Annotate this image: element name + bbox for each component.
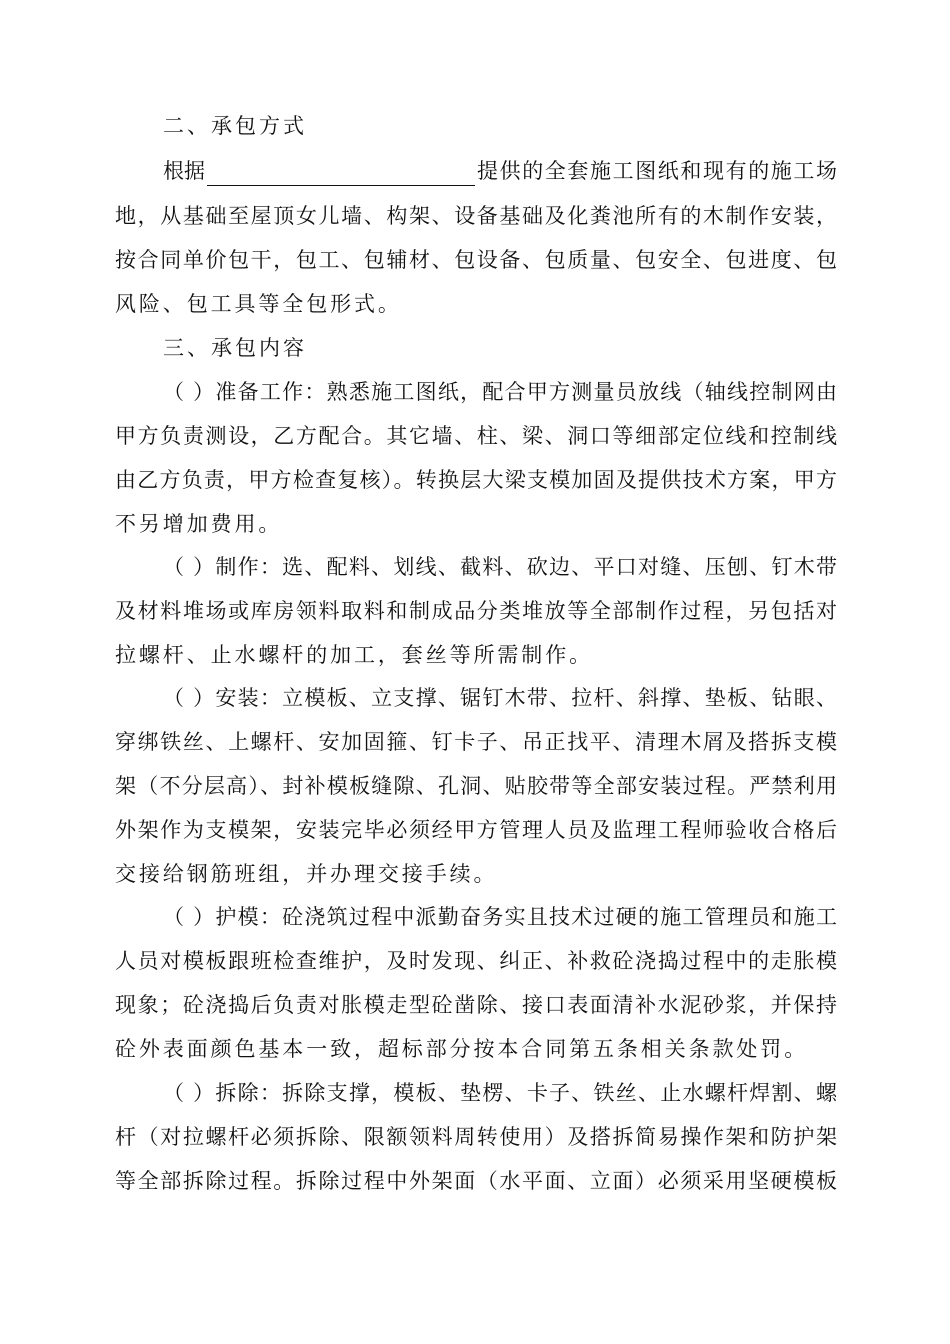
- paragraph-line: 架（不分层高）、封补模板缝隙、孔洞、贴胶带等全部安装过程。严禁利用: [115, 774, 837, 798]
- paragraph-line: 甲方负责测设，乙方配合。其它墙、柱、梁、洞口等细部定位线和控制线: [115, 424, 837, 448]
- paragraph-line: 砼外表面颜色基本一致，超标部分按本合同第五条相关条款处罚。: [115, 1037, 809, 1061]
- section-heading-contract-content: 三、承包内容: [163, 336, 307, 360]
- section-heading-contract-method: 二、承包方式: [163, 114, 307, 138]
- paragraph-line: 不另增加费用。: [115, 512, 283, 536]
- paragraph-line: （ ）护模：砼浇筑过程中派勤奋务实且技术过硬的施工管理员和施工: [163, 905, 837, 929]
- paragraph-line: 风险、包工具等全包形式。: [115, 292, 402, 316]
- paragraph-line: 按合同单价包干，包工、包辅材、包设备、包质量、包安全、包进度、包: [115, 248, 837, 272]
- paragraph-line: （ ）准备工作：熟悉施工图纸，配合甲方测量员放线（轴线控制网由: [163, 380, 837, 404]
- paragraph-text: 根据: [163, 159, 205, 183]
- paragraph-line: （ ）安装：立模板、立支撑、锯钉木带、拉杆、斜撑、垫板、钻眼、: [163, 686, 837, 710]
- paragraph-text: 提供的全套施工图纸和现有的施工场: [477, 159, 837, 183]
- paragraph-line: 拉螺杆、止水螺杆的加工，套丝等所需制作。: [115, 643, 593, 667]
- fill-in-blank[interactable]: [207, 163, 475, 186]
- paragraph-line: [163, 156, 837, 186]
- paragraph-line: 等全部拆除过程。拆除过程中外架面（水平面、立面）必须采用坚硬模板: [115, 1169, 837, 1193]
- paragraph-line: 杆（对拉螺杆必须拆除、限额领料周转使用）及搭拆简易操作架和防护架: [115, 1125, 837, 1149]
- paragraph-line: （ ）制作：选、配料、划线、截料、砍边、平口对缝、压刨、钉木带: [163, 555, 837, 579]
- paragraph-line: 由乙方负责，甲方检查复核）。转换层大梁支模加固及提供技术方案，甲方: [115, 468, 837, 492]
- paragraph-line: 交接给钢筋班组，并办理交接手续。: [115, 862, 498, 886]
- paragraph-line: 地，从基础至屋顶女儿墙、构架、设备基础及化粪池所有的木制作安装，: [115, 204, 837, 228]
- paragraph-line: 及材料堆场或库房领料取料和制成品分类堆放等全部制作过程，另包括对: [115, 599, 837, 623]
- paragraph-line: 外架作为支模架，安装完毕必须经甲方管理人员及监理工程师验收合格后: [115, 818, 837, 842]
- paragraph-line: 现象；砼浇捣后负责对胀模走型砼凿除、接口表面清补水泥砂浆，并保持: [115, 993, 837, 1017]
- paragraph-line: 穿绑铁丝、上螺杆、安加固箍、钉卡子、吊正找平、清理木屑及搭拆支模: [115, 730, 837, 754]
- paragraph-line: 人员对模板跟班检查维护，及时发现、纠正、补救砼浇捣过程中的走胀模: [115, 949, 837, 973]
- paragraph-line: （ ）拆除：拆除支撑，模板、垫楞、卡子、铁丝、止水螺杆焊割、螺: [163, 1081, 837, 1105]
